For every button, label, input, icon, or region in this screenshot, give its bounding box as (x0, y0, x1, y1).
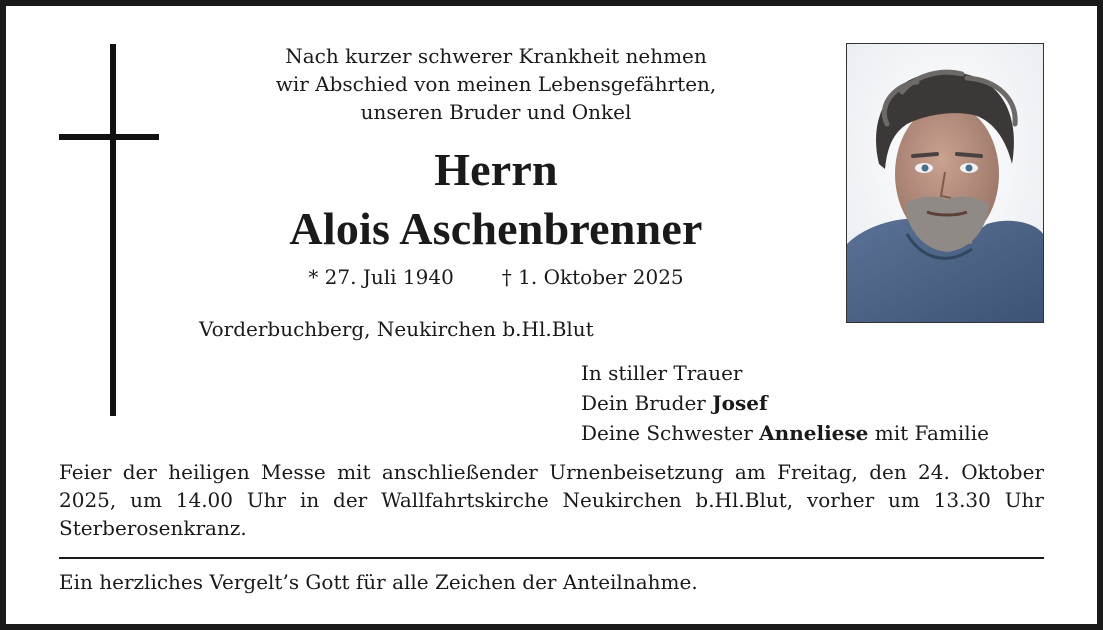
deceased-name-block (186, 140, 806, 258)
residence-place: Vorderbuchberg, Neukirchen b.Hl.Blut (199, 317, 594, 341)
deceased-name: Alois Aschenbrenner (289, 203, 703, 254)
cross-vertical-bar (110, 44, 116, 416)
mourner-line: Dein Bruder Josef (581, 391, 768, 415)
cross-horizontal-bar (59, 134, 159, 140)
death-date: † 1. Oktober 2025 (501, 265, 684, 289)
thanks-text: Ein herzliches Vergelt’s Gott für alle Zeichen der Anteilnahme. (59, 570, 698, 594)
mourner-line: Deine Schwester Anneliese mit Familie (581, 421, 989, 445)
mourning-heading: In stiller Trauer (581, 361, 743, 385)
life-dates (196, 263, 796, 291)
portrait-photo (846, 43, 1044, 323)
mourners-block (581, 358, 989, 448)
intro-line: Nach kurzer schwerer Krankheit nehmen (285, 44, 707, 68)
intro-text (196, 42, 796, 126)
funeral-mass-info: Feier der heiligen Messe mit anschließender Urnenbeisetzung am Freitag, den 24. Oktober 2025, um 14.00 Uhr in der Wallfahrtskirche Neukirchen b.Hl.Blut, vorher um 13.30 Uhr Sterberosenkranz. (59, 460, 1044, 540)
birth-date: * 27. Juli 1940 (308, 265, 454, 289)
mourner-name: Anneliese (759, 421, 869, 445)
intro-line: unseren Bruder und Onkel (360, 100, 632, 124)
divider (59, 557, 1044, 559)
intro-line: wir Abschied von meinen Lebensgefährten, (275, 72, 717, 96)
portrait-image (847, 44, 1043, 322)
salutation: Herrn (434, 144, 558, 195)
mourner-name: Josef (712, 391, 768, 415)
